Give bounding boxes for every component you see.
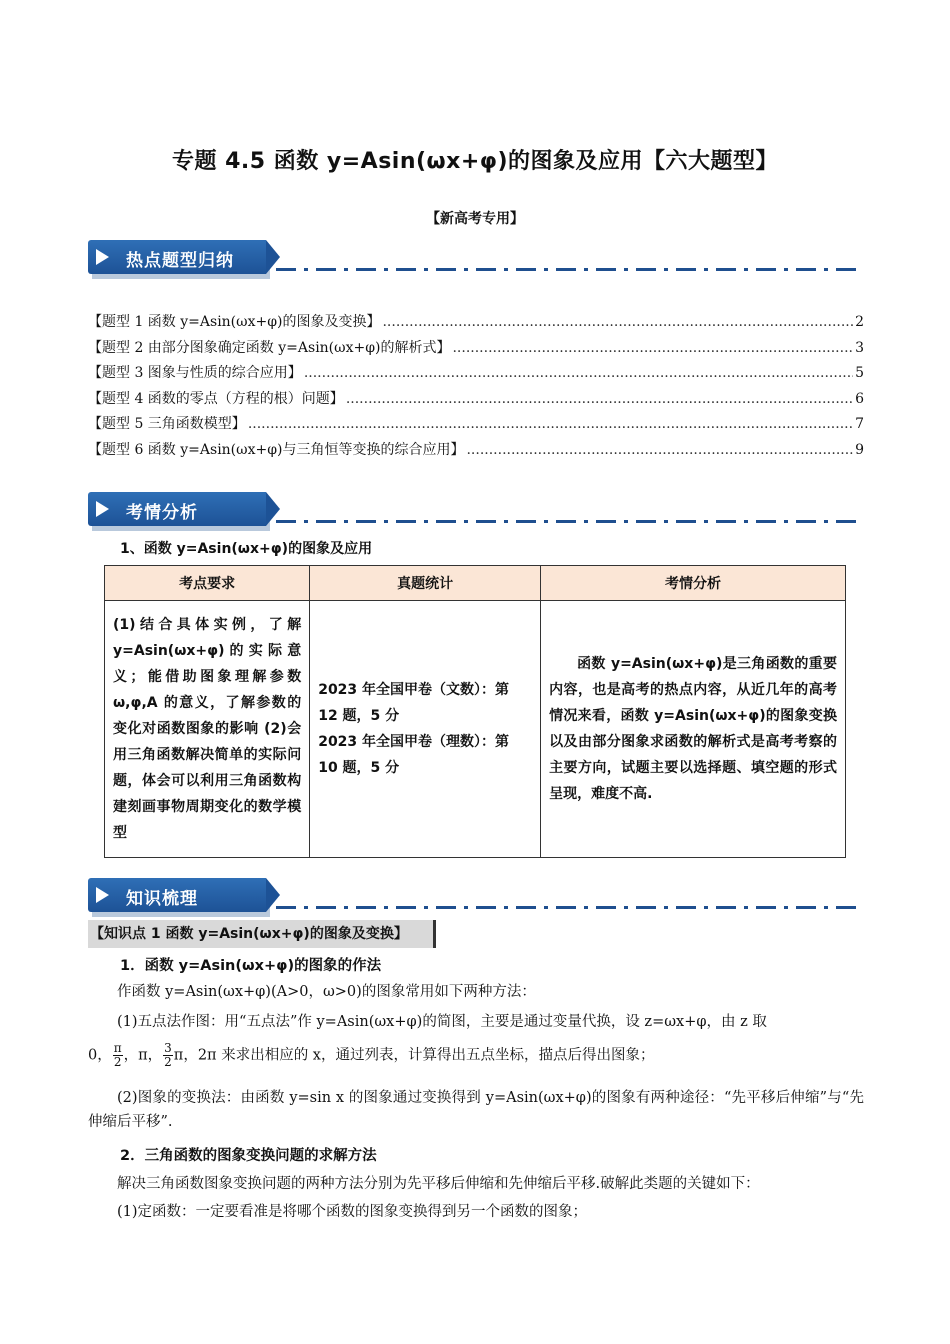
paragraph-fractions: 0， $\frac{\pi}{2}$ ，π， $\frac{3}{2}$ π，2π 来求出相应的 x，通过列表，计算得出五点坐标，描点后得出图象； <box>88 1041 655 1069</box>
analysis-heading: 1、函数 y=Asin(ωx+φ)的图象及应用 <box>120 541 373 557</box>
stat-line: 2023 年全国甲卷（文数）：第 12 题，5 分 <box>318 682 510 724</box>
section-banner-hot <box>88 240 868 280</box>
toc-page: 3 <box>855 339 864 356</box>
table-cell-analysis: 函数 y=Asin(ωx+φ)是三角函数的重要内容，也是高考的热点内容，从近几年的高考情况来看，函数 y=Asin(ωx+φ)的图象变换以及由部分图象求函数的解析式是高考考察的主要方向，试题主要以选择题、填空题的形式呈现，难度不高. <box>541 601 846 858</box>
paragraph: 作函数 y=Asin(ωx+φ)(A>0，ω>0)的图象常用如下两种方法： <box>117 984 536 1000</box>
toc-label: 【题型 6 函数 y=Asin(ωx+φ)与三角恒等变换的综合应用】 <box>88 441 465 458</box>
paragraph: (2)图象的变换法：由函数 y=sin x 的图象通过变换得到 y=Asin(ωx+φ)的图象有两种途径：“先平移后伸缩”与“先伸缩后平移”. <box>88 1090 864 1130</box>
toc-label: 【题型 1 函数 y=Asin(ωx+φ)的图象及变换】 <box>88 314 381 330</box>
paragraph: (1)五点法作图：用“五点法”作 y=Asin(ωx+φ)的简图，主要是通过变量代换，设 z=ωx+φ，由 z 取 <box>117 1014 767 1030</box>
play-icon <box>96 887 109 903</box>
table-header: 考点要求 <box>105 566 310 601</box>
table-header: 考情分析 <box>541 566 846 601</box>
paragraph: (1)定函数：一定要看准是将哪个函数的图象变换得到另一个函数的图象； <box>117 1204 588 1220</box>
knowledge-point-header: 【知识点 1 函数 y=Asin(ωx+φ)的图象及变换】 <box>88 920 436 948</box>
toc-label: 【题型 5 三角函数模型】 <box>88 416 246 433</box>
fraction-pi-over-2: $\frac{\pi}{2}$ <box>113 1041 122 1069</box>
toc-page: 7 <box>855 416 864 433</box>
table-of-contents <box>88 310 864 464</box>
section-banner-analysis <box>88 492 868 532</box>
toc-item[interactable] <box>88 438 864 464</box>
table-row <box>105 601 846 858</box>
toc-item[interactable] <box>88 412 864 438</box>
toc-page: 6 <box>855 390 864 407</box>
analysis-table <box>104 565 846 858</box>
toc-item[interactable] <box>88 361 864 387</box>
table-cell-requirements: (1)结合具体实例，了解 y=Asin(ωx+φ) 的 实 际 意义；能借助图象理解参数 ω,φ,A 的意义，了解参数的变化对函数图象的影响 (2)会用三角函数解决简单的实际问题，体会可以利用三角函数构建刻画事物周期变化的数学模型 <box>105 601 310 858</box>
toc-page: 5 <box>855 365 864 382</box>
paragraph: 解决三角函数图象变换问题的两种方法分别为先平移后伸缩和先伸缩后平移.破解此类题的关键如下： <box>117 1176 760 1192</box>
play-icon <box>96 249 109 265</box>
dash-divider <box>276 906 860 909</box>
play-icon <box>96 501 109 517</box>
toc-label: 【题型 4 函数的零点（方程的根）问题】 <box>88 390 344 407</box>
page-title: 专题 4.5 函数 y=Asin(ωx+φ)的图象及应用【六大题型】 <box>171 149 779 174</box>
fraction-3-over-2: $\frac{3}{2}$ <box>164 1041 172 1069</box>
toc-label: 【题型 2 由部分图象确定函数 y=Asin(ωx+φ)的解析式】 <box>88 339 451 356</box>
dash-divider <box>276 520 860 523</box>
stat-line: 2023 年全国甲卷（理数）：第 10 题，5 分 <box>318 734 510 776</box>
toc-item[interactable] <box>88 310 864 336</box>
table-cell-statistics <box>310 601 541 858</box>
toc-item[interactable] <box>88 387 864 413</box>
toc-page: 2 <box>855 314 864 330</box>
heading-1: 1．函数 y=Asin(ωx+φ)的图象的作法 <box>120 958 382 974</box>
toc-item[interactable] <box>88 336 864 362</box>
section-label: 考情分析 <box>126 503 198 523</box>
table-header-row <box>105 566 846 601</box>
table-header: 真题统计 <box>310 566 541 601</box>
section-label: 知识梳理 <box>126 889 198 909</box>
section-label: 热点题型归纳 <box>126 251 234 271</box>
section-banner-knowledge <box>88 878 868 918</box>
page-subtitle: 【新高考专用】 <box>426 211 524 227</box>
toc-label: 【题型 3 图象与性质的综合应用】 <box>88 365 302 382</box>
dash-divider <box>276 268 860 271</box>
toc-page: 9 <box>855 441 864 458</box>
heading-2: 2．三角函数的图象变换问题的求解方法 <box>120 1148 377 1164</box>
